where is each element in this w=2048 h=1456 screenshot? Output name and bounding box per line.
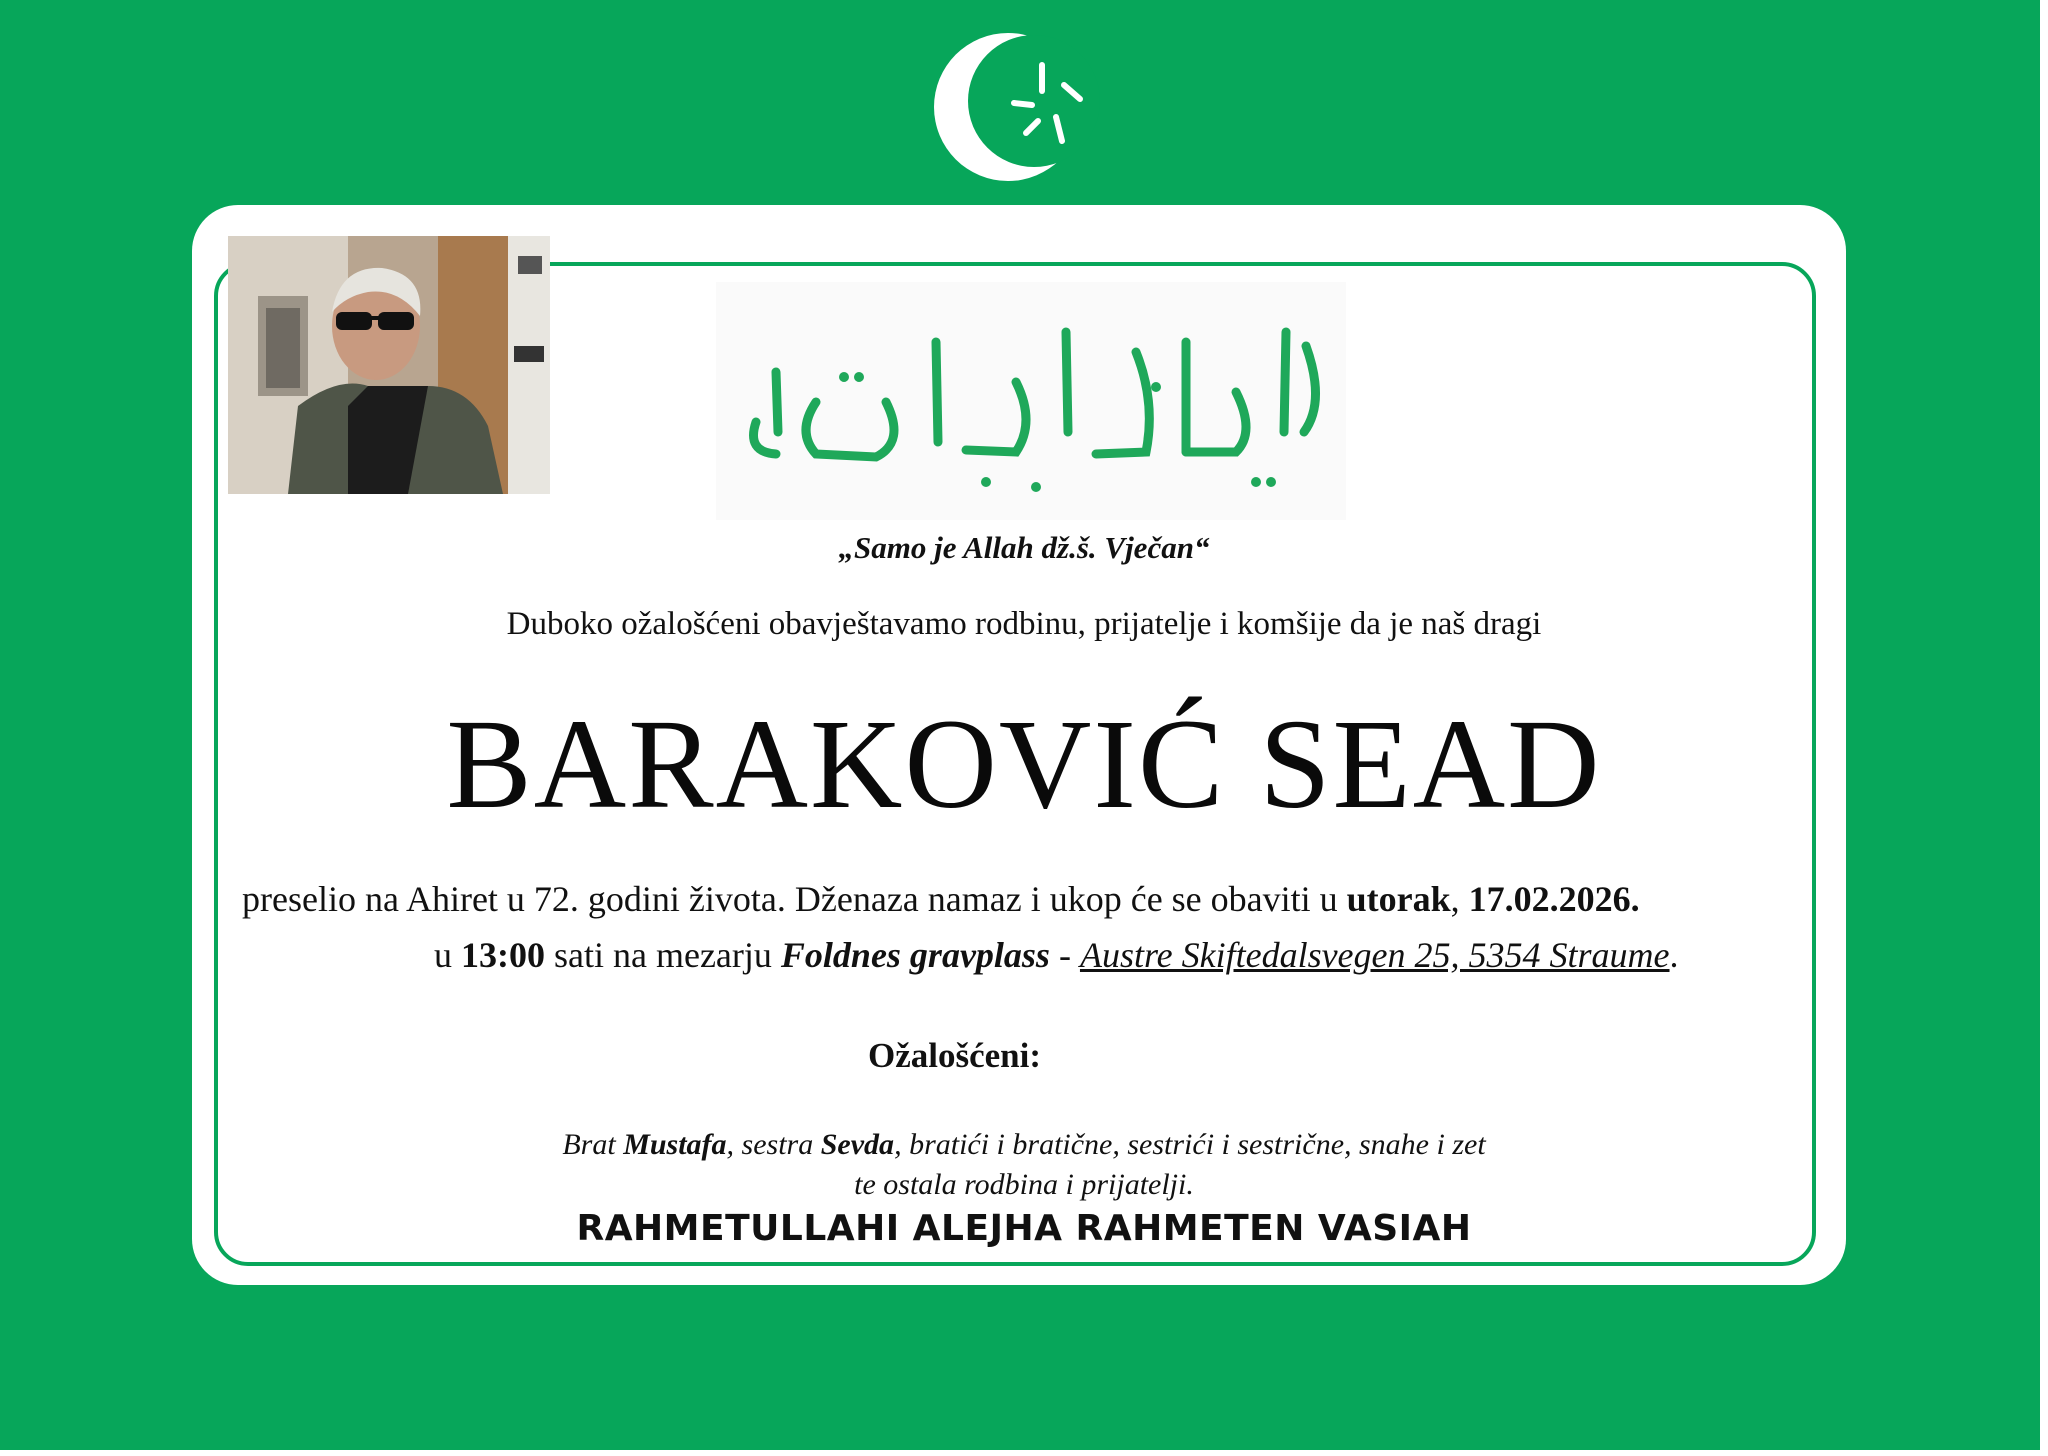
details-text: preselio na Ahiret u 72. godini života. Dženaza namaz i ukop će se obaviti u (242, 879, 1347, 919)
mourners-text: , sestra (726, 1128, 821, 1161)
details-line-1 (242, 878, 1640, 920)
arabic-calligraphy (716, 282, 1346, 520)
details-text: - (1049, 935, 1080, 975)
mourners-heading: Ožalošćeni: (868, 1036, 1042, 1075)
funeral-time: 13:00 (461, 935, 545, 975)
details-text: . (1669, 935, 1679, 975)
intro-text: Duboko ožalošćeni obavještavamo rodbinu, prijatelje i komšije da je naš dragi (506, 606, 1542, 642)
cemetery-address: Austre Skiftedalsvegen 25, 5354 Straume (1079, 935, 1670, 975)
details-text: sati na mezarju (545, 935, 781, 975)
mourners-line-2: te ostala rodbina i prijatelji. (854, 1168, 1194, 1201)
closing-prayer: RAHMETULLAHI ALEJHA RAHMETEN VASIAH (576, 1208, 1472, 1249)
mourners-text: Brat (562, 1128, 624, 1161)
funeral-date: 17.02.2026. (1468, 879, 1640, 919)
details-text: , (1450, 879, 1469, 919)
mourners-line-1 (0, 1128, 2048, 1162)
calligraphy-artwork (716, 282, 1346, 520)
deceased-name: BARAKOVIĆ SEAD (446, 693, 1602, 835)
mourners-text: , bratići i bratične, sestrići i sestrične, snahe i zet (894, 1128, 1486, 1161)
sister-name: Sevda (820, 1128, 895, 1161)
funeral-day: utorak (1346, 879, 1451, 919)
details-text: u (434, 935, 461, 975)
brother-name: Mustafa (623, 1128, 727, 1161)
crescent-star-icon (930, 25, 1100, 190)
deceased-photo (228, 236, 550, 494)
cemetery-name: Foldnes gravplass (780, 935, 1050, 975)
quote-text: „Samo je Allah dž.š. Vječan“ (838, 530, 1210, 565)
details-line-2 (434, 934, 1679, 976)
